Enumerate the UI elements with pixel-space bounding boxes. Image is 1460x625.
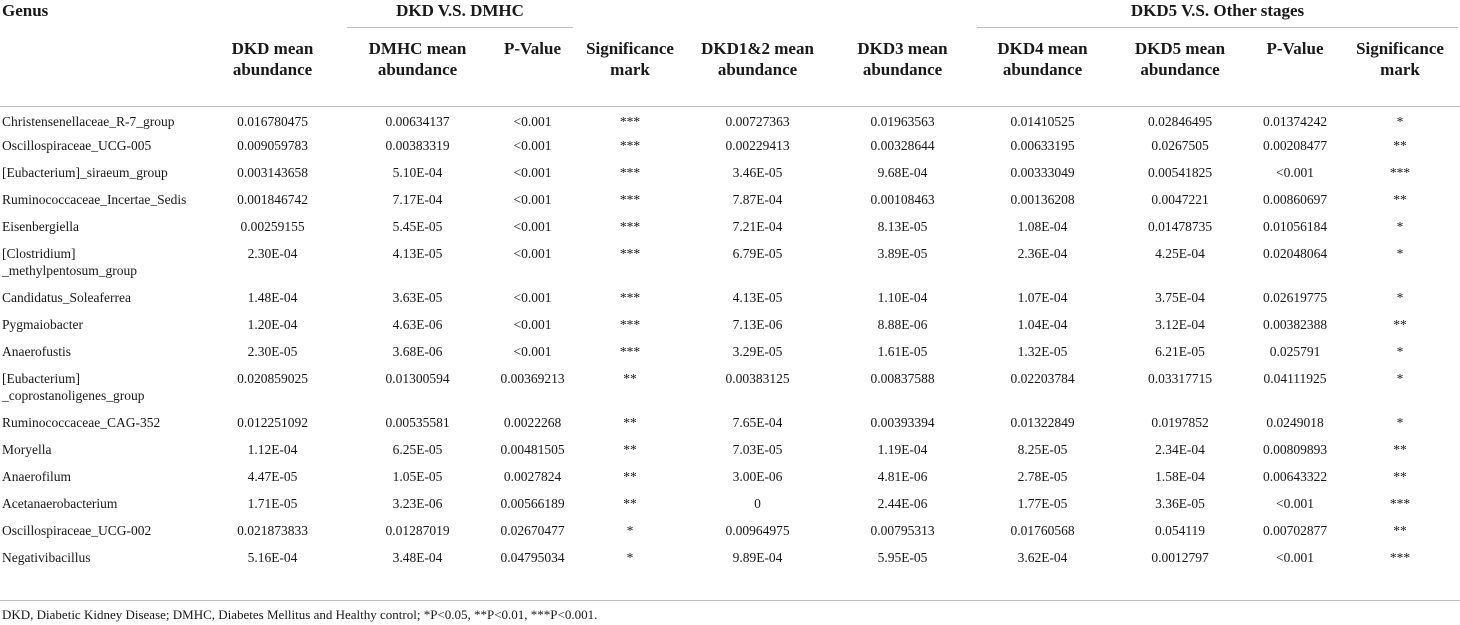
- table-row: [0, 411, 1460, 438]
- value-cell: 0.054119: [1154, 522, 1206, 538]
- value-cell: 3.46E-05: [732, 164, 783, 180]
- value-cell: ***: [1389, 495, 1411, 511]
- value-cell: <0.001: [513, 164, 552, 180]
- value-cell: **: [1393, 316, 1407, 332]
- genus-cell: Acetanaerobacterium: [2, 495, 118, 511]
- value-cell: 5.16E-04: [247, 549, 298, 565]
- value-cell: 0.0197852: [1151, 414, 1209, 430]
- value-cell: 3.89E-05: [877, 245, 928, 261]
- table-row: [0, 465, 1460, 492]
- value-cell: 9.89E-04: [732, 549, 783, 565]
- column-header: Significance mark: [586, 39, 674, 79]
- value-cell: 0.0267505: [1151, 137, 1209, 153]
- value-cell: 3.00E-06: [732, 468, 783, 484]
- column-header: DMHC mean abundance: [368, 39, 467, 79]
- value-cell: 8.13E-05: [877, 218, 928, 234]
- value-cell: ***: [619, 114, 641, 129]
- value-cell: 4.47E-05: [247, 468, 298, 484]
- value-cell: ***: [1389, 549, 1411, 565]
- value-cell: 7.03E-05: [732, 441, 783, 457]
- value-cell: 1.12E-04: [247, 441, 298, 457]
- table-header: [0, 0, 1460, 107]
- value-cell: 4.13E-05: [732, 289, 783, 305]
- bottom-rule: [0, 600, 1460, 601]
- value-cell: 0.00382388: [1262, 316, 1328, 332]
- value-cell: **: [623, 414, 637, 430]
- value-cell: 6.21E-05: [1155, 343, 1205, 359]
- value-cell: 7.13E-06: [732, 316, 783, 332]
- genus-cell: Moryella: [2, 441, 52, 457]
- value-cell: 0.00481505: [500, 441, 565, 457]
- table-row: [0, 161, 1460, 188]
- value-cell: 4.25E-04: [1155, 245, 1205, 261]
- value-cell: 0.00535581: [385, 414, 450, 430]
- value-cell: 5.45E-05: [392, 218, 443, 234]
- value-cell: 0.04111925: [1263, 370, 1327, 386]
- genus-cell: [Eubacterium] _coprostanoligenes_group: [2, 370, 145, 403]
- value-cell: ***: [619, 137, 641, 153]
- value-cell: 8.25E-05: [1017, 441, 1068, 457]
- value-cell: **: [1393, 137, 1407, 153]
- value-cell: 0.01374242: [1262, 114, 1328, 129]
- value-cell: 0.012251092: [237, 414, 308, 430]
- value-cell: 8.88E-06: [877, 316, 928, 332]
- value-cell: 1.19E-04: [877, 441, 928, 457]
- value-cell: 0.01300594: [385, 370, 450, 386]
- value-cell: ***: [619, 316, 641, 332]
- value-cell: <0.001: [513, 137, 552, 153]
- table-row: [0, 107, 1460, 134]
- table-row: [0, 215, 1460, 242]
- value-cell: 0.00259155: [240, 218, 305, 234]
- table-row: [0, 188, 1460, 215]
- value-cell: ***: [619, 191, 641, 207]
- value-cell: 3.29E-05: [732, 343, 783, 359]
- genus-cell: Anaerofilum: [2, 468, 71, 484]
- header-column-row: [0, 30, 1460, 107]
- genus-cell: Ruminococcaceae_CAG-352: [2, 414, 161, 430]
- value-cell: 4.81E-06: [877, 468, 928, 484]
- value-cell: *: [1396, 114, 1404, 129]
- genus-cell: Anaerofustis: [2, 343, 71, 359]
- value-cell: 4.13E-05: [392, 245, 443, 261]
- value-cell: 0.00333049: [1010, 164, 1075, 180]
- value-cell: 7.87E-04: [732, 191, 783, 207]
- value-cell: 0.0249018: [1266, 414, 1324, 430]
- value-cell: 0.02048064: [1262, 245, 1328, 261]
- value-cell: 5.10E-04: [392, 164, 443, 180]
- value-cell: *: [626, 549, 634, 565]
- value-cell: 0.01760568: [1010, 522, 1075, 538]
- value-cell: ***: [1389, 164, 1411, 180]
- value-cell: **: [623, 468, 637, 484]
- value-cell: 3.48E-04: [392, 549, 443, 565]
- value-cell: 0.00393394: [870, 414, 935, 430]
- table-row: [0, 519, 1460, 546]
- value-cell: **: [623, 441, 637, 457]
- value-cell: 0.00136208: [1010, 191, 1075, 207]
- value-cell: *: [1396, 343, 1404, 359]
- value-cell: 1.32E-05: [1017, 343, 1068, 359]
- value-cell: 6.25E-05: [392, 441, 443, 457]
- column-header: DKD mean abundance: [231, 39, 314, 79]
- value-cell: 2.36E-04: [1017, 245, 1068, 261]
- value-cell: *: [1396, 370, 1404, 386]
- value-cell: 3.63E-05: [392, 289, 443, 305]
- value-cell: 0.01322849: [1010, 414, 1075, 430]
- value-cell: 0.02670477: [500, 522, 565, 538]
- value-cell: 0.009059783: [237, 137, 308, 153]
- value-cell: 0.00634137: [385, 114, 450, 129]
- value-cell: **: [1393, 522, 1407, 538]
- value-cell: 2.34E-04: [1155, 441, 1205, 457]
- value-cell: <0.001: [1276, 549, 1314, 565]
- genus-cell: Pygmaiobacter: [2, 316, 83, 332]
- value-cell: 9.68E-04: [877, 164, 928, 180]
- value-cell: 0.00108463: [870, 191, 935, 207]
- value-cell: 0.00566189: [500, 495, 565, 511]
- genus-cell: Oscillospiraceae_UCG-002: [2, 522, 152, 538]
- value-cell: 0.00633195: [1010, 137, 1075, 153]
- value-cell: 3.23E-06: [392, 495, 443, 511]
- table-row: [0, 340, 1460, 367]
- genus-cell: Negativibacillus: [2, 549, 91, 565]
- genus-cell: Eisenbergiella: [2, 218, 79, 234]
- value-cell: ***: [619, 218, 641, 234]
- value-cell: 0.00837588: [870, 370, 935, 386]
- value-cell: 7.17E-04: [392, 191, 443, 207]
- value-cell: *: [626, 522, 634, 538]
- value-cell: <0.001: [513, 245, 552, 261]
- genus-cell: Candidatus_Soleaferrea: [2, 289, 131, 305]
- value-cell: 1.05E-05: [392, 468, 443, 484]
- value-cell: 5.95E-05: [877, 549, 928, 565]
- value-cell: <0.001: [513, 218, 552, 234]
- value-cell: 3.12E-04: [1155, 316, 1205, 332]
- value-cell: 3.68E-06: [392, 343, 443, 359]
- value-cell: 0.00383125: [725, 370, 790, 386]
- value-cell: 2.30E-04: [247, 245, 298, 261]
- value-cell: 0.01287019: [385, 522, 450, 538]
- value-cell: 1.10E-04: [877, 289, 928, 305]
- genus-cell: Christensenellaceae_R-7_group: [2, 114, 175, 129]
- value-cell: 0.01056184: [1262, 218, 1328, 234]
- value-cell: 0.00369213: [500, 370, 565, 386]
- value-cell: 1.04E-04: [1017, 316, 1068, 332]
- genus-cell: [Clostridium] _methylpentosum_group: [2, 245, 137, 278]
- value-cell: 0.02203784: [1010, 370, 1075, 386]
- column-header: DKD5 mean abundance: [1134, 39, 1226, 79]
- value-cell: <0.001: [513, 343, 552, 359]
- value-cell: *: [1396, 414, 1404, 430]
- value-cell: 2.78E-05: [1017, 468, 1068, 484]
- value-cell: 0.00541825: [1147, 164, 1213, 180]
- value-cell: 1.71E-05: [247, 495, 298, 511]
- value-cell: 1.08E-04: [1017, 218, 1068, 234]
- value-cell: 6.79E-05: [732, 245, 783, 261]
- value-cell: 0.00727363: [725, 114, 790, 129]
- value-cell: 0.00208477: [1262, 137, 1328, 153]
- value-cell: 3.62E-04: [1017, 549, 1068, 565]
- value-cell: **: [1393, 191, 1407, 207]
- value-cell: 0.020859025: [237, 370, 308, 386]
- value-cell: 0.04795034: [500, 549, 565, 565]
- table-row: [0, 134, 1460, 161]
- value-cell: <0.001: [1276, 164, 1314, 180]
- value-cell: 1.48E-04: [247, 289, 298, 305]
- value-cell: ***: [619, 245, 641, 261]
- value-cell: 1.07E-04: [1017, 289, 1068, 305]
- column-header: Significance mark: [1356, 39, 1444, 79]
- value-cell: 0.00229413: [725, 137, 790, 153]
- value-cell: 0.0012797: [1151, 549, 1209, 565]
- value-cell: 0.00795313: [870, 522, 935, 538]
- value-cell: 0.0027824: [503, 468, 562, 484]
- table-row: [0, 367, 1460, 411]
- value-cell: 0.001846742: [237, 191, 308, 207]
- genus-header: Genus: [2, 1, 49, 20]
- value-cell: *: [1396, 218, 1404, 234]
- value-cell: 7.21E-04: [732, 218, 783, 234]
- table-row: [0, 438, 1460, 465]
- value-cell: 0.00328644: [870, 137, 935, 153]
- group-header-dkd-vs-dmhc: DKD V.S. DMHC: [345, 0, 575, 30]
- column-header: DKD3 mean abundance: [857, 39, 948, 79]
- column-header: DKD4 mean abundance: [997, 39, 1088, 79]
- value-cell: <0.001: [513, 191, 552, 207]
- genus-cell: Ruminococcaceae_Incertae_Sedis: [2, 191, 187, 207]
- column-header: DKD1&2 mean abundance: [701, 39, 814, 79]
- value-cell: **: [1393, 441, 1407, 457]
- table-body: [0, 107, 1460, 573]
- value-cell: 0.021873833: [237, 522, 308, 538]
- genus-cell: [Eubacterium]_siraeum_group: [2, 164, 168, 180]
- value-cell: 1.61E-05: [877, 343, 928, 359]
- table-row: [0, 286, 1460, 313]
- value-cell: 1.20E-04: [247, 316, 298, 332]
- value-cell: 4.63E-06: [392, 316, 443, 332]
- value-cell: 3.75E-04: [1155, 289, 1205, 305]
- value-cell: 3.36E-05: [1155, 495, 1205, 511]
- value-cell: 0.01410525: [1010, 114, 1075, 129]
- header-group-row: [0, 0, 1460, 30]
- value-cell: <0.001: [513, 114, 552, 129]
- value-cell: 0.003143658: [237, 164, 308, 180]
- value-cell: 1.58E-04: [1155, 468, 1205, 484]
- table-row: [0, 546, 1460, 573]
- value-cell: **: [1393, 468, 1407, 484]
- column-header: P-Value: [504, 39, 561, 58]
- table-row: [0, 242, 1460, 286]
- value-cell: <0.001: [1276, 495, 1314, 511]
- value-cell: 0.02846495: [1147, 114, 1213, 129]
- footnote: DKD, Diabetic Kidney Disease; DMHC, Diabetes Mellitus and Healthy control; *P<0.05, **P<0.01, ***P<0.001.: [2, 607, 598, 622]
- value-cell: *: [1396, 245, 1404, 261]
- value-cell: 0.01478735: [1147, 218, 1213, 234]
- value-cell: **: [623, 495, 637, 511]
- value-cell: 2.44E-06: [877, 495, 928, 511]
- group-header-dkd5-vs-other: DKD5 V.S. Other stages: [975, 0, 1460, 30]
- value-cell: 0.00964975: [725, 522, 790, 538]
- value-cell: 0.00860697: [1262, 191, 1328, 207]
- value-cell: 0.016780475: [237, 114, 308, 129]
- value-cell: ***: [619, 289, 641, 305]
- genus-cell: Oscillospiraceae_UCG-005: [2, 137, 152, 153]
- value-cell: ***: [619, 343, 641, 359]
- value-cell: 0.025791: [1269, 343, 1321, 359]
- value-cell: 0.03317715: [1147, 370, 1213, 386]
- table-row: [0, 313, 1460, 340]
- value-cell: 0.0047221: [1151, 191, 1209, 207]
- value-cell: 1.77E-05: [1017, 495, 1068, 511]
- value-cell: ***: [619, 164, 641, 180]
- column-header: P-Value: [1266, 39, 1324, 58]
- value-cell: 0.00383319: [385, 137, 450, 153]
- value-cell: 0: [754, 495, 761, 511]
- value-cell: <0.001: [513, 289, 552, 305]
- table-row: [0, 492, 1460, 519]
- value-cell: <0.001: [513, 316, 552, 332]
- value-cell: 0.00643322: [1262, 468, 1328, 484]
- value-cell: 0.00809893: [1262, 441, 1328, 457]
- value-cell: 0.02619775: [1262, 289, 1328, 305]
- value-cell: 0.01963563: [870, 114, 935, 129]
- value-cell: **: [623, 370, 637, 386]
- value-cell: *: [1396, 289, 1404, 305]
- value-cell: 7.65E-04: [732, 414, 783, 430]
- value-cell: 0.0022268: [503, 414, 562, 430]
- value-cell: 2.30E-05: [247, 343, 298, 359]
- value-cell: 0.00702877: [1262, 522, 1328, 538]
